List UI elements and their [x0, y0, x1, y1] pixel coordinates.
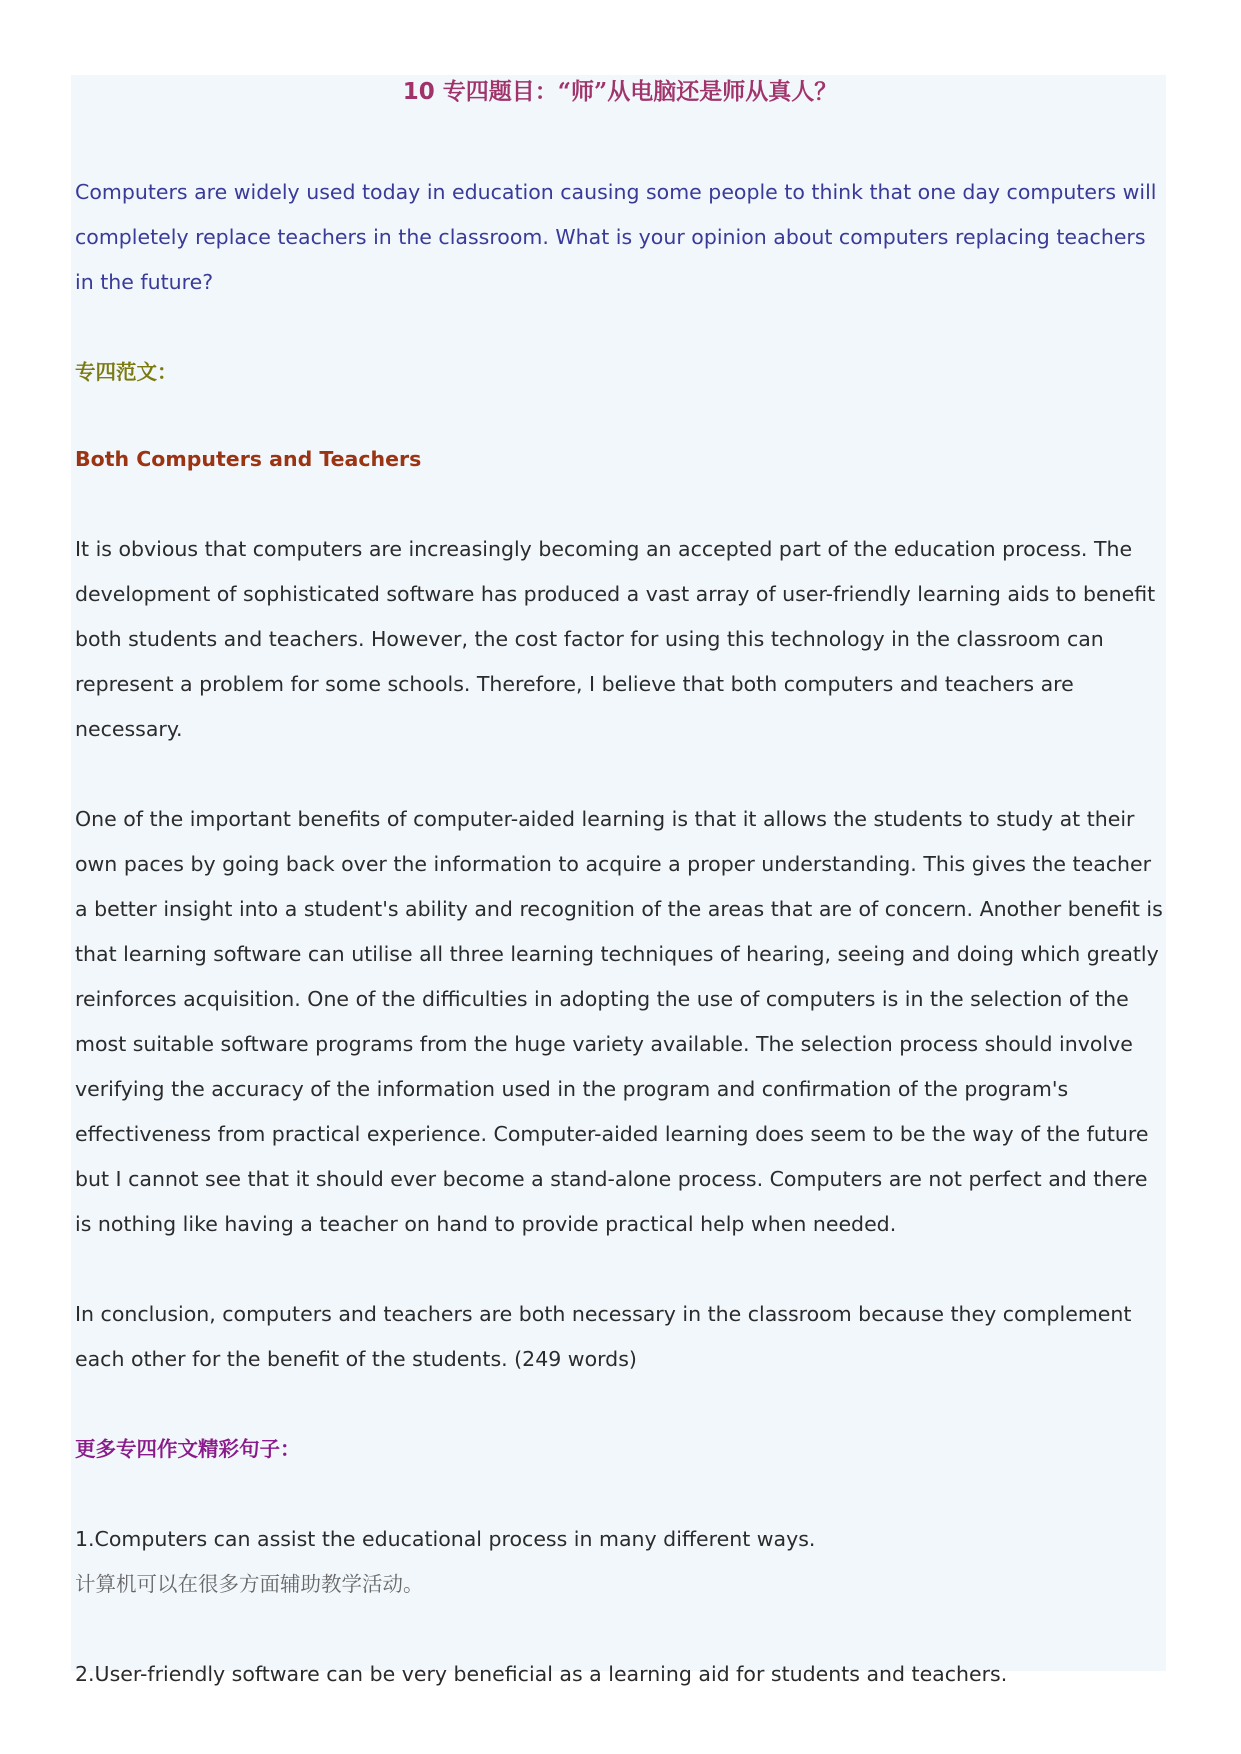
- title-number: 10: [402, 79, 435, 105]
- title-text: 专四题目：“师”从电脑还是师从真人？: [442, 78, 838, 105]
- essay-title: Both Computers and Teachers: [75, 447, 422, 471]
- essay-paragraph-2: One of the important benefits of computer-aided learning is that it allows the students to study at their own paces by going back over the information to acquire a proper understanding. This gives the teacher a better insight into a student's ability and recognition of the areas that are of concern. Another benefit is that learning software can utilise all three learning techniques of hearing, seeing and doing which greatly reinforces acquisition. One of the difficulties in adopting the use of computers is in the selection of the most suitable software programs from the huge variety available. The selection process should involve verifying the accuracy of the information used in the program and confirmation of the program's effectiveness from practical experience. Computer-aided learning does seem to be the way of the future but I cannot see that it should ever become a stand-alone process. Computers are not perfect and there is nothing like having a teacher on hand to provide practical help when needed.: [75, 807, 1163, 1236]
- sentence-1-chinese: 计算机可以在很多方面辅助教学活动。: [75, 1572, 424, 1596]
- essay-paragraph-3: In conclusion, computers and teachers are both necessary in the classroom because they complement each other for the benefit of the students. (249 words): [75, 1302, 1132, 1371]
- page-title: [75, 75, 1165, 122]
- more-sentences-label: 更多专四作文精彩句子：: [75, 1437, 301, 1461]
- model-essay-label: 专四范文：: [75, 360, 178, 384]
- essay-paragraph-1: It is obvious that computers are increasingly becoming an accepted part of the education process. The development of sophisticated software has produced a vast array of user-friendly learning aids to benefit both students and teachers. However, the cost factor for using this technology in the classroom can represent a problem for some schools. Therefore, I believe that both computers and teachers are necessary.: [75, 537, 1156, 741]
- sentence-2-english: 2.User-friendly software can be very beneficial as a learning aid for students and teachers.: [75, 1662, 1008, 1686]
- document-content: [75, 75, 1165, 1697]
- sentence-1-english: 1.Computers can assist the educational process in many different ways.: [75, 1527, 816, 1551]
- essay-prompt: Computers are widely used today in education causing some people to think that one day computers will completely replace teachers in the classroom. What is your opinion about computers replacing teachers in the future?: [75, 180, 1157, 294]
